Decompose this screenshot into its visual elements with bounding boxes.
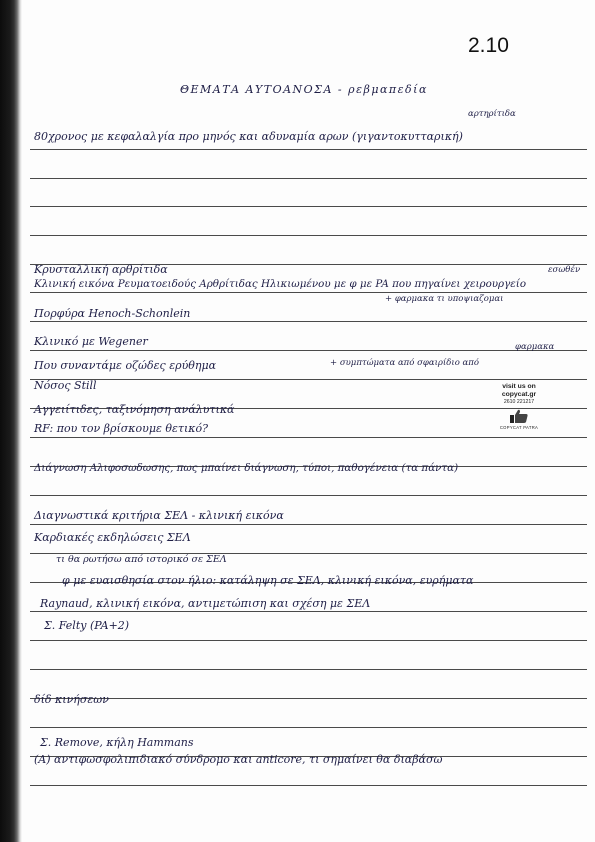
note-line-12: Καρδιακές εκδηλώσεις ΣΕΛ — [34, 531, 191, 544]
spiral-binding-edge — [0, 0, 22, 842]
stamp-visit-text: visit us on — [502, 383, 536, 390]
note-line-3-continuation: + φαρμακα τι υποψιαζομαι — [385, 294, 504, 304]
ruled-line — [30, 149, 587, 150]
note-line-5: Κλινικό με Wegener — [34, 335, 148, 348]
note-line-6-right: + συμπτώματα από σφαιρίδιο από — [330, 358, 479, 368]
note-line-3-corner: εσωθέν — [548, 265, 581, 275]
ruled-line — [30, 727, 587, 728]
ruled-line — [30, 178, 587, 179]
copycat-stamp — [476, 383, 562, 430]
note-line-13: τι θα ρωτήσω από ιστορικό σε ΣΕΛ — [56, 554, 227, 565]
ruled-line — [30, 379, 587, 380]
note-line-14: φ με ευαισθησία στον ήλιο: κατάληψη σε ΣΕΛ, κλινική εικόνα, ευρήματα — [62, 574, 474, 587]
note-line-10: Διάγνωση Αλιφοσωδωσης, πως μπαίνει διάγνωση, τύποι, παθογένεια (τα πάντα) — [34, 462, 459, 474]
note-line-4: Πορφύρα Henoch-Schonlein — [34, 307, 191, 320]
note-line-3: Κλινική εικόνα Ρευματοειδούς Αρθρίτιδας Ηλικιωμένου με φ με PA που πηγαίνει χειρουργείο — [34, 278, 527, 290]
note-line-1: 80χρονος με κεφαλαλγία προ μηνός και αδυναμία αρων (γιγαντοκυτταρική) — [34, 130, 463, 143]
stamp-phone-number: 2610 221217 — [503, 398, 535, 405]
ruled-line — [30, 785, 587, 786]
note-line-16: Σ. Felty (PA+2) — [44, 619, 130, 632]
ruled-line — [30, 669, 587, 670]
ruled-line — [30, 321, 587, 322]
page-title: ΘΕΜΑΤΑ ΑΥΤΟΑΝΟΣΑ - ρεβμαπεδία — [180, 83, 428, 96]
note-line-18: Σ. Remove, κήλη Hammans — [40, 736, 194, 749]
note-line-6-annotation: φαρμακα — [515, 342, 555, 352]
stamp-brand-text: COPYCAT PATRA — [499, 424, 539, 430]
ruled-line — [30, 611, 587, 612]
ruled-line — [30, 350, 587, 351]
ruled-line — [30, 524, 587, 525]
ruled-line — [30, 437, 587, 438]
stamp-website-text: copycat.gr — [501, 390, 537, 398]
note-line-15: Raynaud, κλινική εικόνα, αντιμετώπιση και σχέση με ΣΕΛ — [40, 597, 371, 610]
note-line-6: Που συναντάμε οζώδες ερύθημα — [34, 359, 217, 372]
note-line-11: Διαγνωστικά κριτήρια ΣΕΛ - κλινική εικόνα — [34, 509, 284, 522]
note-line-1-annotation: αρτηρίτιδα — [468, 109, 516, 119]
ruled-line — [30, 206, 587, 207]
thumbs-up-logo-icon — [508, 408, 530, 424]
note-line-7: Νόσος Still — [34, 379, 97, 392]
note-line-2: Κρυσταλλική αρθρίτιδα — [34, 263, 168, 276]
page-number: 2.10 — [468, 34, 509, 57]
ruled-line — [30, 495, 587, 496]
note-line-19: (Α) αντιφωσφολιπιδιακό σύνδρομο και anticore, τι σημαίνει θα διαβάσω — [34, 753, 443, 766]
ruled-line — [30, 235, 587, 236]
ruled-line — [30, 292, 587, 293]
note-line-8: Αγγειίτιδες, ταξινόμηση ανάλυτικά — [34, 403, 235, 416]
note-line-9: RF: που τον βρίσκουμε θετικό? — [34, 422, 209, 435]
ruled-line — [30, 698, 587, 699]
note-line-17: δίδ κινήσεων — [34, 693, 109, 706]
ruled-line — [30, 640, 587, 641]
